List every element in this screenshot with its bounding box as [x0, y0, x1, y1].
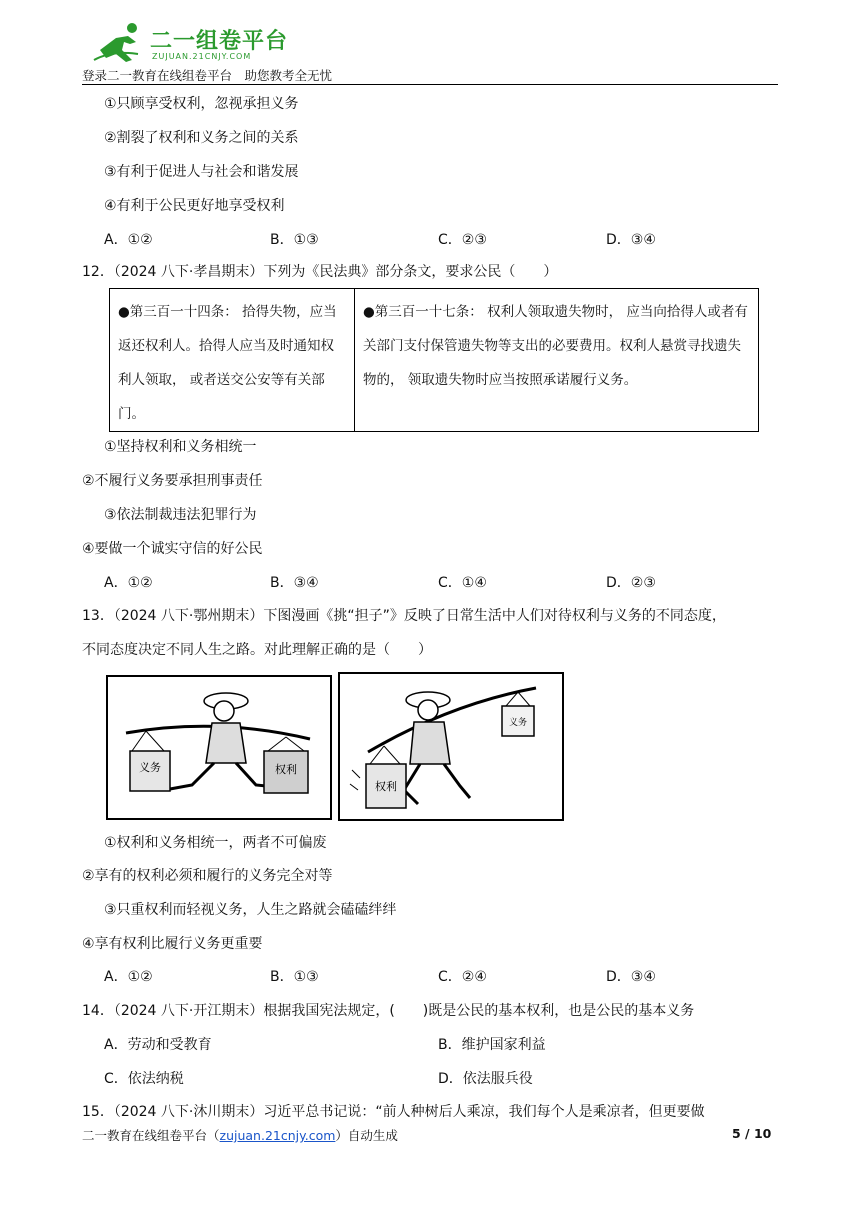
logo-subtext: ZUJUAN.21CNJY.COM [152, 52, 252, 61]
q11-item-1: ①只顾享受权利，忽视承担义务 [104, 96, 299, 112]
q13-option-a: A．①② [104, 969, 153, 985]
q13-item-4: ④享有权利比履行义务更重要 [82, 936, 263, 952]
q13-option-d: D．③④ [606, 969, 656, 985]
q14-stem: 14．（2024 八下·开江期末）根据我国宪法规定，( )既是公民的基本权利，也是公民的基本义务 [82, 1003, 695, 1019]
q12-option-b: B．③④ [270, 575, 319, 591]
q14-option-b: B．维护国家利益 [438, 1037, 546, 1053]
q13-stem-line-2: 不同态度决定不同人生之路。对此理解正确的是（ ） [82, 642, 432, 658]
logo-runner-icon [92, 20, 152, 64]
comic-right-panel [338, 672, 564, 821]
q12-option-a: A．①② [104, 575, 153, 591]
law-cell-article-317: ●第三百一十七条： 权利人领取遗失物时， 应当向拾得人或者有关部门支付保管遗失物等支出的必要费用。权利人悬赏寻找遗失物的， 领取遗失物时应当按照承诺履行义务。 [355, 289, 759, 432]
q12-item-3: ③依法制裁违法犯罪行为 [104, 507, 257, 523]
q11-option-a: A．①② [104, 232, 153, 248]
comic-left-basket-label-1: 义务 [139, 761, 161, 774]
q13-item-2: ②享有的权利必须和履行的义务完全对等 [82, 868, 333, 884]
law-cell-article-314: ●第三百一十四条： 拾得失物，应当返还权利人。拾得人应当及时通知权利人领取， 或者送交公安等有关部门。 [110, 289, 355, 432]
footer-source [82, 1126, 398, 1144]
q13-stem-line-1: 13．（2024 八下·鄂州期末）下图漫画《挑“担子”》反映了日常生活中人们对待权利与义务的不同态度， [82, 608, 726, 624]
q13-option-c: C．②④ [438, 969, 487, 985]
footer-suffix: ）自动生成 [335, 1128, 398, 1143]
q13-option-b: B．①③ [270, 969, 319, 985]
q12-item-4: ④要做一个诚实守信的好公民 [82, 541, 263, 557]
q12-option-c: C．①④ [438, 575, 487, 591]
header-tagline: 登录二一教育在线组卷平台 助您教考全无忧 [82, 68, 333, 83]
q12-stem: 12．（2024 八下·孝昌期末）下列为《民法典》部分条文，要求公民（ ） [82, 264, 558, 280]
q11-option-b: B．①③ [270, 232, 319, 248]
q11-option-c: C．②③ [438, 232, 487, 248]
q11-item-2: ②割裂了权利和义务之间的关系 [104, 130, 299, 146]
comic-left-basket-label-2: 权利 [275, 763, 297, 776]
comic-right-basket-label-2: 义务 [508, 718, 528, 728]
q12-item-1: ①坚持权利和义务相统一 [104, 439, 257, 455]
q11-item-3: ③有利于促进人与社会和谐发展 [104, 164, 299, 180]
q11-option-d: D．③④ [606, 232, 656, 248]
q14-option-a: A．劳动和受教育 [104, 1037, 212, 1053]
q15-stem: 15．（2024 八下·沐川期末）习近平总书记说：“前人种树后人乘凉，我们每个人是乘凉者，但更要做 [82, 1104, 705, 1120]
comic-right-basket-label-1: 权利 [375, 780, 397, 793]
q12-option-d: D．②③ [606, 575, 656, 591]
q14-option-c: C．依法纳税 [104, 1071, 184, 1087]
page-number: 5 / 10 [732, 1126, 772, 1141]
q11-item-4: ④有利于公民更好地享受权利 [104, 198, 285, 214]
header-divider [82, 84, 778, 85]
footer-prefix: 二一教育在线组卷平台（ [82, 1128, 220, 1143]
comic-left-panel [106, 675, 332, 820]
law-excerpt-table [109, 288, 759, 432]
q13-item-1: ①权利和义务相统一，两者不可偏废 [104, 835, 327, 851]
footer-link[interactable]: zujuan.21cnjy.com [219, 1128, 336, 1143]
q12-item-2: ②不履行义务要承担刑事责任 [82, 473, 263, 489]
q13-item-3: ③只重权利而轻视义务，人生之路就会磕磕绊绊 [104, 902, 397, 918]
logo-text: 二一组卷平台 [150, 29, 289, 54]
q14-option-d: D．依法服兵役 [438, 1071, 533, 1087]
